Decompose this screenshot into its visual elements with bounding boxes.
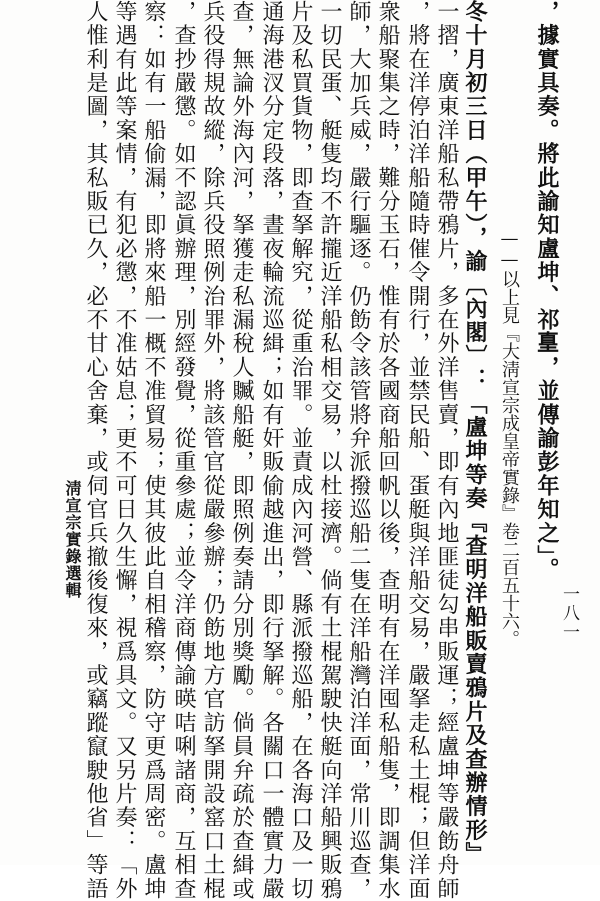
text-column-16: 人惟利是圖，其私販已久，必不甘心舍棄，或伺官兵撤後復來，或竊蹤竄駛他省」等語 — [83, 0, 108, 901]
text-column-12: 兵役得規故縱，除兵役照例治罪外，將該管官從嚴參辦；仍飭地方官訪拏開設窰口土棍 — [200, 0, 225, 901]
text-column-8: 一切民蛋、艇隻均不許攏近洋船私相交易，以杜接濟。倘有土棍駕駛快艇向洋船興販鴉 — [317, 0, 342, 901]
text-column-14: 察：如有一船偷漏，即將來船一概不准貿易；使其彼此自相稽察，防守更爲周密。盧坤 — [141, 0, 166, 901]
text-column-6: 衆船聚集之時，難分玉石，惟有於各國商船回帆以後，查明有在洋囤私船隻，即調集水 — [375, 0, 400, 901]
text-column-10: 通海港汊分定段落，晝夜輪流巡緝；如有奸販偷越進出，即行拏解。各關口一體實力嚴 — [259, 0, 284, 901]
source-citation: ——以上見『大淸宣宗成皇帝實錄』卷二百五十六。 — [499, 228, 520, 648]
text-column-7: 師，大加兵威，嚴行驅逐。仍飭令該管將弁派撥巡船二隻在洋船灣泊洋面，常川巡查， — [346, 0, 371, 901]
text-column-13: ，查抄嚴懲。如不認眞辦理，別經發覺，從重參處；並令洋商傳諭暎咭唎諸商，互相查 — [171, 0, 196, 901]
text-column-15: 等遇有此等案情，有犯必懲，不准姑息；更不可日久生懈，視爲具文。又另片奏：「外 — [112, 0, 137, 901]
text-column-11: 查，無論外海內河，拏獲走私漏稅人贓船艇，即照例奏請分別獎勵。倘員弁疏於查緝或 — [229, 0, 254, 901]
text-column-3: 冬十月初三日（甲午），諭〔內閣〕：「盧坤等奏『查明洋船販賣鴉片及查辦情形』 — [462, 0, 488, 866]
book-title-footer: 淸宣宗實錄選輯 — [63, 480, 82, 599]
text-column-5: ，將在洋停泊洋船隨時催令開行，並禁民船、蛋艇與洋船交易，嚴拏走私土棍；但洋面 — [405, 0, 430, 901]
text-column-9: 片及私買貨物，即查拏解究，從重治罪。並責成內河營、縣派撥巡船，在各海口及一切 — [288, 0, 313, 901]
text-column-4: 一摺，廣東洋船私帶鴉片，多在外洋售賣，即有內地匪徒勾串販運；經盧坤等嚴飭舟師 — [434, 0, 459, 901]
page-number: 一八一 — [559, 585, 579, 642]
text-column-1: ，據實具奏。將此諭知盧坤、祁𡌴，並傳諭彭年知之」。 — [534, 0, 560, 582]
